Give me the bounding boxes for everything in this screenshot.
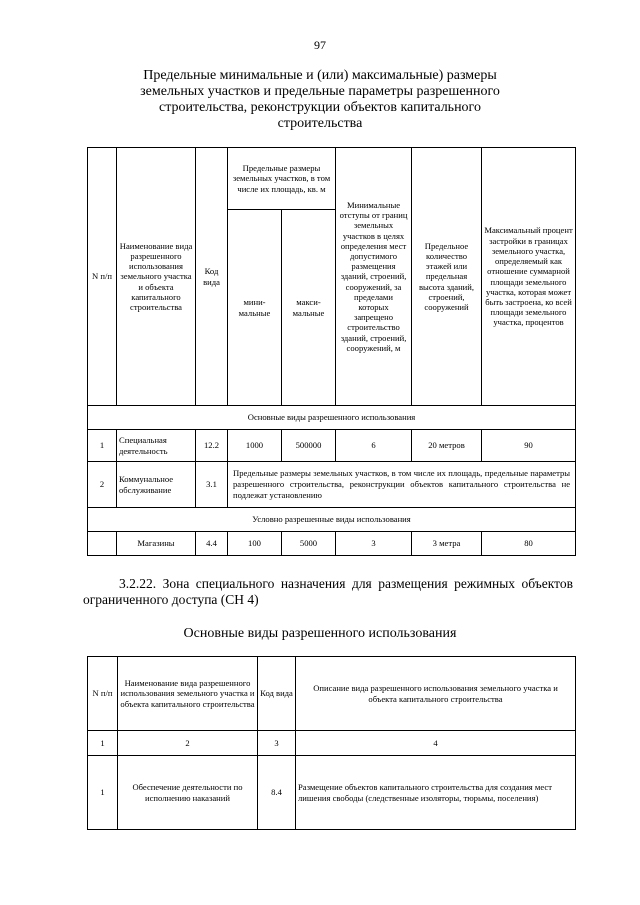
section-main-row: Основные виды разрешенного использования — [88, 406, 576, 430]
cell-code: 4.4 — [196, 532, 228, 556]
header-desc: Описание вида разрешенного использования земельного участка и объекта капитального строительства — [296, 657, 576, 731]
header-sizes: Предельные размеры земельных участков, в том числе их площадь, кв. м — [228, 148, 336, 210]
table-row — [88, 462, 576, 508]
cell-name: Коммунальное обслуживание — [117, 462, 196, 508]
header-num: N п/п — [88, 148, 117, 406]
title-line: строительства, реконструкции объектов капитального — [159, 100, 481, 115]
cell-name: Специальная деятельность — [117, 430, 196, 462]
document-title — [100, 68, 540, 132]
header-max: макси-мальные — [282, 210, 336, 406]
cell-name: Магазины — [117, 532, 196, 556]
cell-num — [88, 532, 117, 556]
header-setbacks: Минимальные отступы от границ земельных участков в целях определения мест допустимого размещения зданий, строений, сооружений, за пределами которых запрещено строительство зданий, строений, сооружений, м — [336, 148, 412, 406]
col-number: 1 — [88, 731, 118, 756]
cell-num: 2 — [88, 462, 117, 508]
section-heading: Основные виды разрешенного использования — [183, 626, 457, 641]
title-line: земельных участков и предельные параметры разрешенного — [140, 84, 500, 99]
cell-min: 1000 — [228, 430, 282, 462]
permitted-uses-table — [87, 656, 576, 830]
table-row — [88, 430, 576, 462]
cell-num: 1 — [88, 430, 117, 462]
page-number: 97 — [314, 38, 326, 52]
table-row — [88, 756, 576, 830]
cell-floors: 3 метра — [412, 532, 482, 556]
header-min: мини-мальные — [228, 210, 282, 406]
zone-paragraph: 3.2.22. Зона специального назначения для размещения режимных объектов ограниченного доступа (СН 4) — [83, 576, 573, 607]
header-coverage: Максимальный процент застройки в границах земельного участка, определяемый как отношение суммарной площади земельного участка, которая может быть застроена, ко всей площади земельного участка, процентов — [482, 148, 576, 406]
col-number: 4 — [296, 731, 576, 756]
cell-min: 100 — [228, 532, 282, 556]
cell-max: 500000 — [282, 430, 336, 462]
cell-code: 3.1 — [196, 462, 228, 508]
cell-floors: 20 метров — [412, 430, 482, 462]
cell-name: Обеспечение деятельности по исполнению наказаний — [118, 756, 258, 830]
col-number: 3 — [258, 731, 296, 756]
cell-num: 1 — [88, 756, 118, 830]
limits-table — [87, 147, 576, 556]
cell-code: 8.4 — [258, 756, 296, 830]
column-numbers-row — [88, 731, 576, 756]
header-code: Код вида — [196, 148, 228, 406]
cell-coverage: 90 — [482, 430, 576, 462]
table-row — [88, 532, 576, 556]
col-number: 2 — [118, 731, 258, 756]
title-line: Предельные минимальные и (или) максимальные) размеры — [143, 68, 497, 83]
header-code: Код вида — [258, 657, 296, 731]
header-floors: Предельное количество этажей или предельная высота зданий, строений, сооружений — [412, 148, 482, 406]
cell-code: 12.2 — [196, 430, 228, 462]
cell-desc: Размещение объектов капитального строительства для создания мест лишения свободы (следственные изоляторы, тюрьмы, поселения) — [296, 756, 576, 830]
title-line: строительства — [277, 116, 363, 131]
cell-coverage: 80 — [482, 532, 576, 556]
cell-setback: 3 — [336, 532, 412, 556]
header-num: N п/п — [88, 657, 118, 731]
cell-max: 5000 — [282, 532, 336, 556]
header-name: Наименование вида разрешенного использования земельного участка и объекта капитального строительства — [117, 148, 196, 406]
section-conditional-row: Условно разрешенные виды использования — [88, 508, 576, 532]
cell-setback: 6 — [336, 430, 412, 462]
cell-not-applicable-text: Предельные размеры земельных участков, в том числе их площадь, предельные параметры разрешенного строительства, реконструкции объектов капитального строительства не подлежат установлению — [228, 462, 576, 508]
header-name: Наименование вида разрешенного использования земельного участка и объекта капитального строительства — [118, 657, 258, 731]
